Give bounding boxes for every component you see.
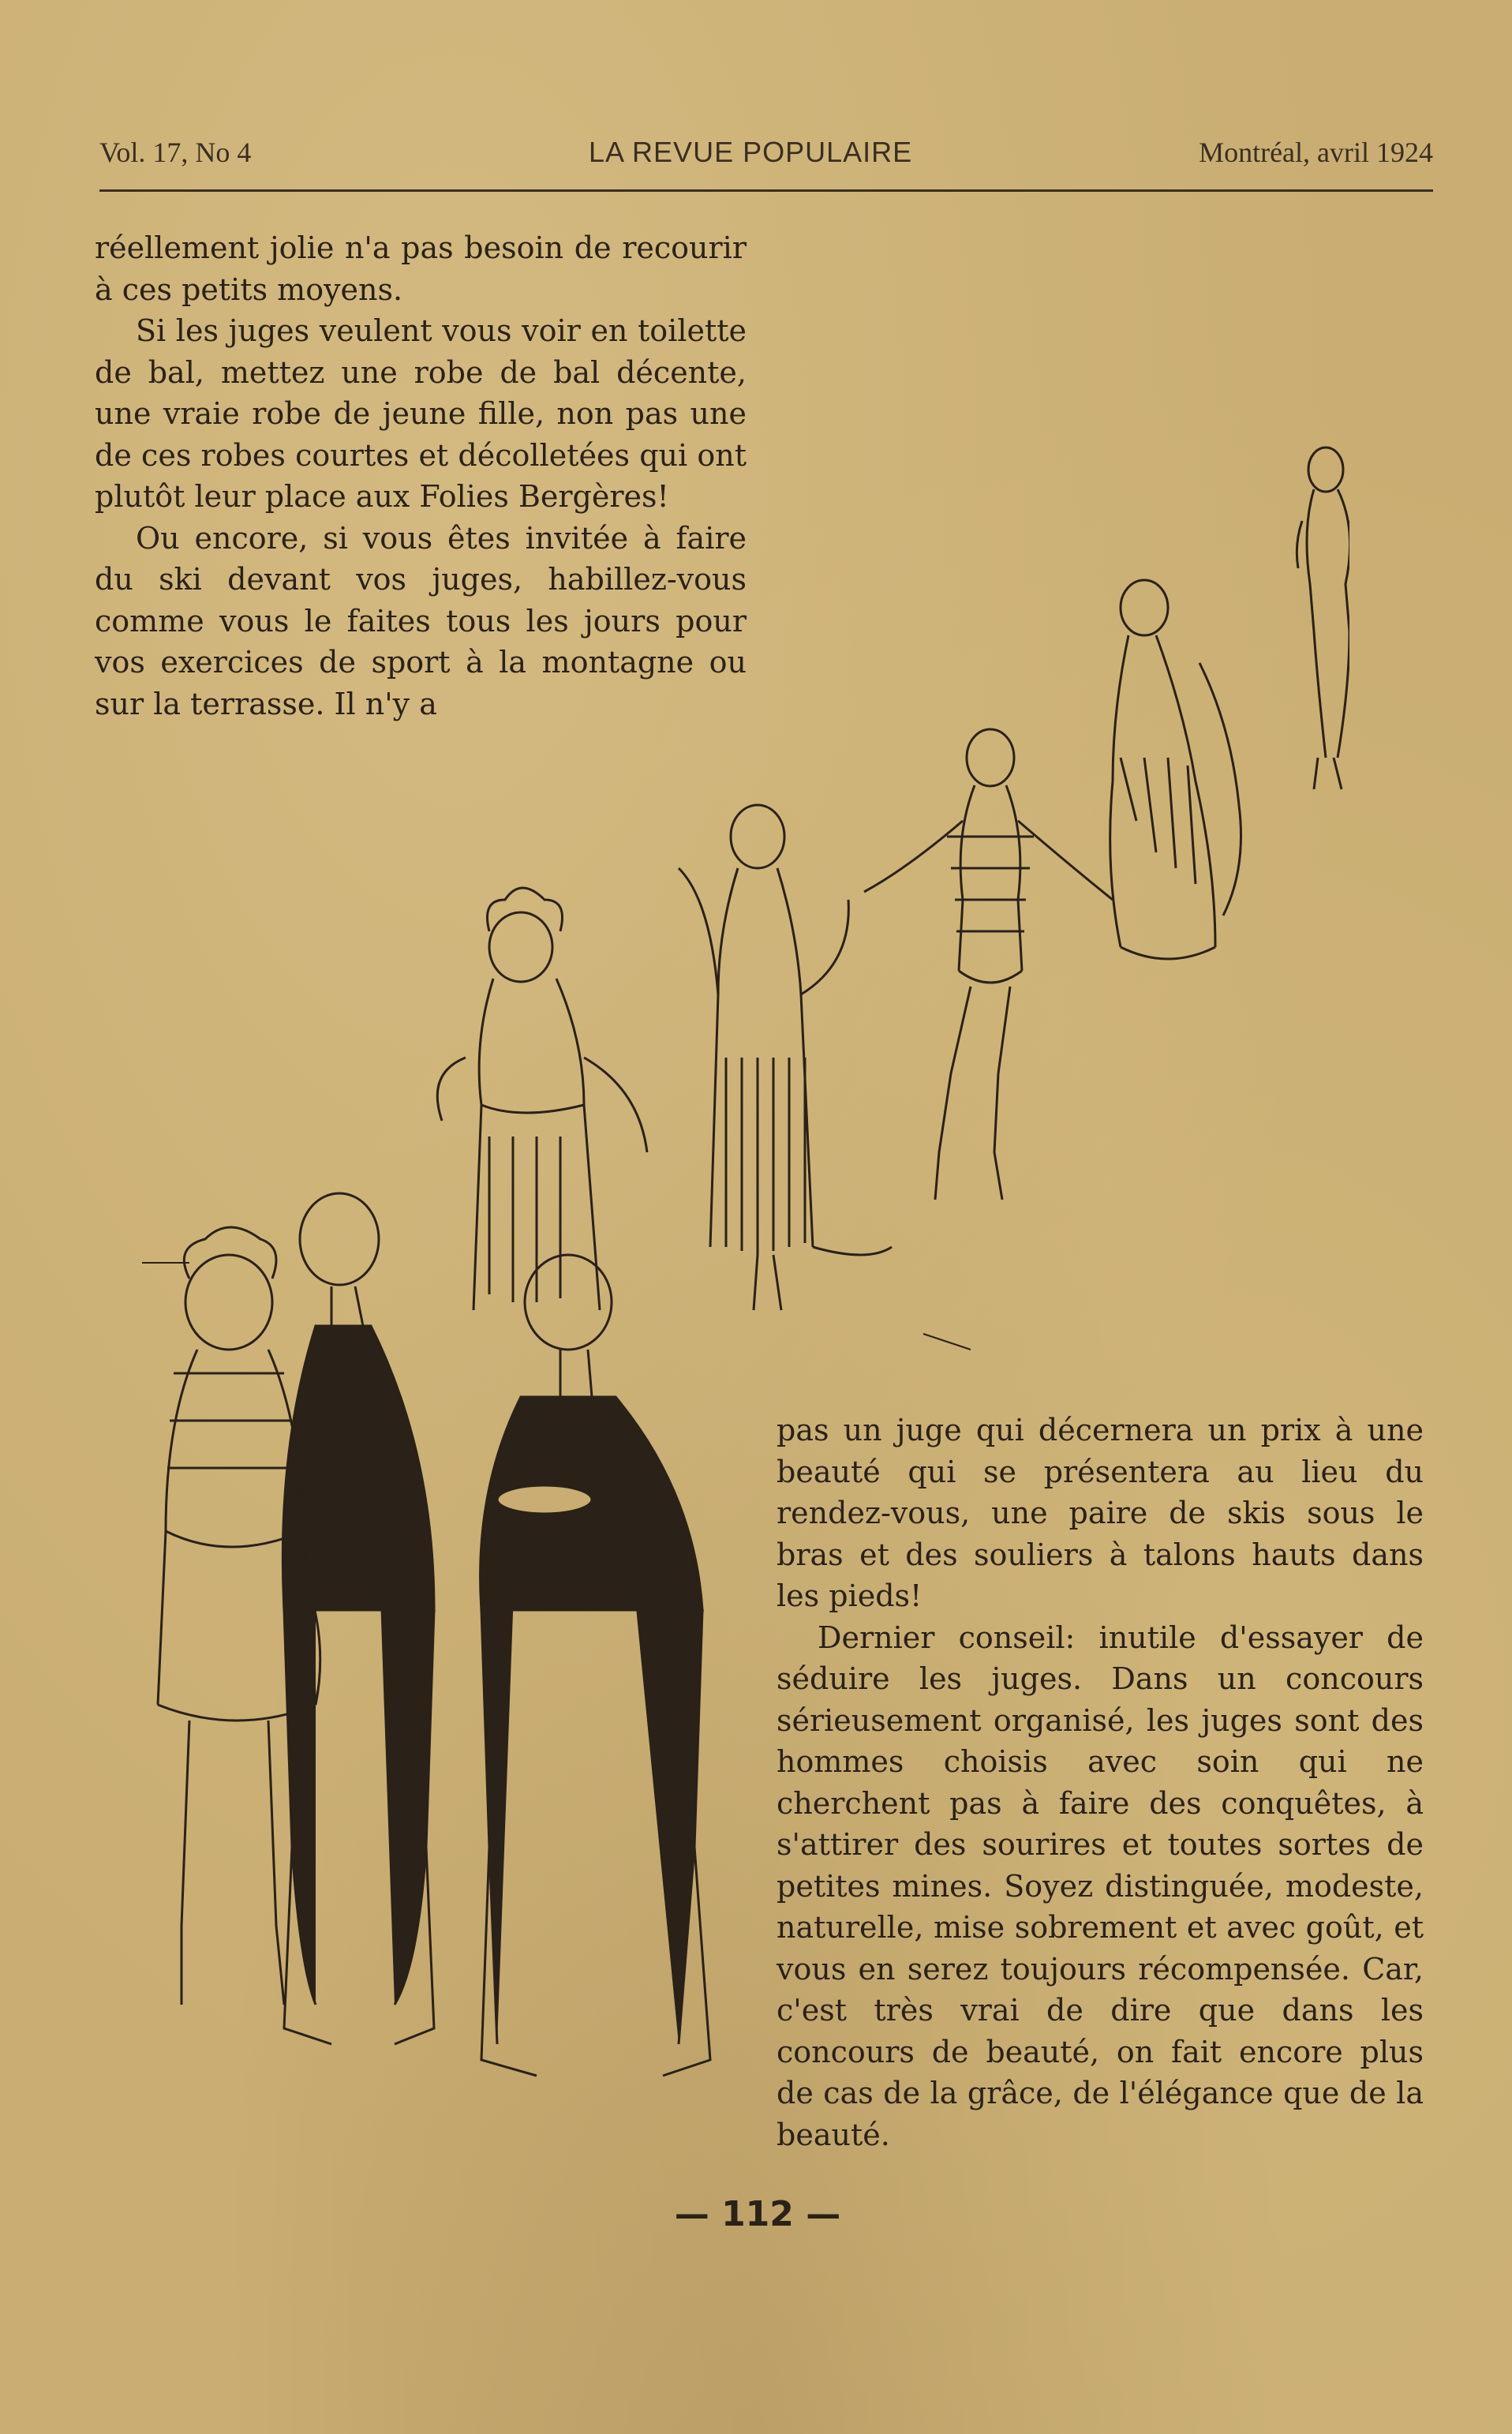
figure-man-2	[481, 1255, 710, 2076]
paragraph: Ou encore, si vous êtes invitée à faire du ski devant vos juges, habillez-vous comme vous le faites tous les jours pour vos exercices de sport à la montagne ou sur la terrasse. Il n'y a	[95, 520, 747, 721]
page-number: — 112 —	[674, 2194, 841, 2234]
figure-woman-2	[1110, 580, 1241, 959]
figure-woman-5	[437, 888, 647, 1310]
place-date: Montréal, avril 1924	[1199, 137, 1433, 168]
right-text-column	[777, 1410, 1424, 2155]
paragraph: réellement jolie n'a pas besoin de recourir à ces petits moyens.	[95, 230, 747, 307]
paragraph: pas un juge qui décernera un prix à une beauté qui se présentera au lieu du rendez-vous, une paire de skis sous le bras et des souliers à talons hauts dans les pieds!	[777, 1413, 1424, 1613]
volume-issue: Vol. 17, No 4	[99, 137, 252, 168]
figure-woman-3	[864, 729, 1113, 1200]
header-rule	[99, 189, 1433, 192]
running-header	[99, 136, 1433, 183]
figure-woman-4	[679, 805, 892, 1310]
paragraph: Si les juges veulent vous voir en toilette de bal, mettez une robe de bal décente, une vraie robe de jeune fille, non pas une de ces robes courtes et décolletées qui ont plutôt leur place aux Folies Bergères!	[95, 313, 747, 514]
left-text-column	[95, 227, 747, 725]
publication-title: LA REVUE POPULAIRE	[589, 136, 913, 168]
paragraph: Dernier conseil: inutile d'essayer de séduire les juges. Dans un concours sérieusement organisé, les juges sont des hommes choisis avec soin qui ne cherchent pas à faire des conquêtes, à s'attirer des sourires et toutes sortes de petites mines. Soyez distinguée, modeste, naturelle, mise sobrement et avec goût, et vous en serez toujours récompensée. Car, c'est très vrai de dire que dans les concours de beauté, on fait encore plus de cas de la grâce, de l'élégance que de la beauté.	[777, 1620, 1424, 2152]
figure-woman-1	[1297, 447, 1349, 789]
figure-man-1	[283, 1193, 434, 2044]
